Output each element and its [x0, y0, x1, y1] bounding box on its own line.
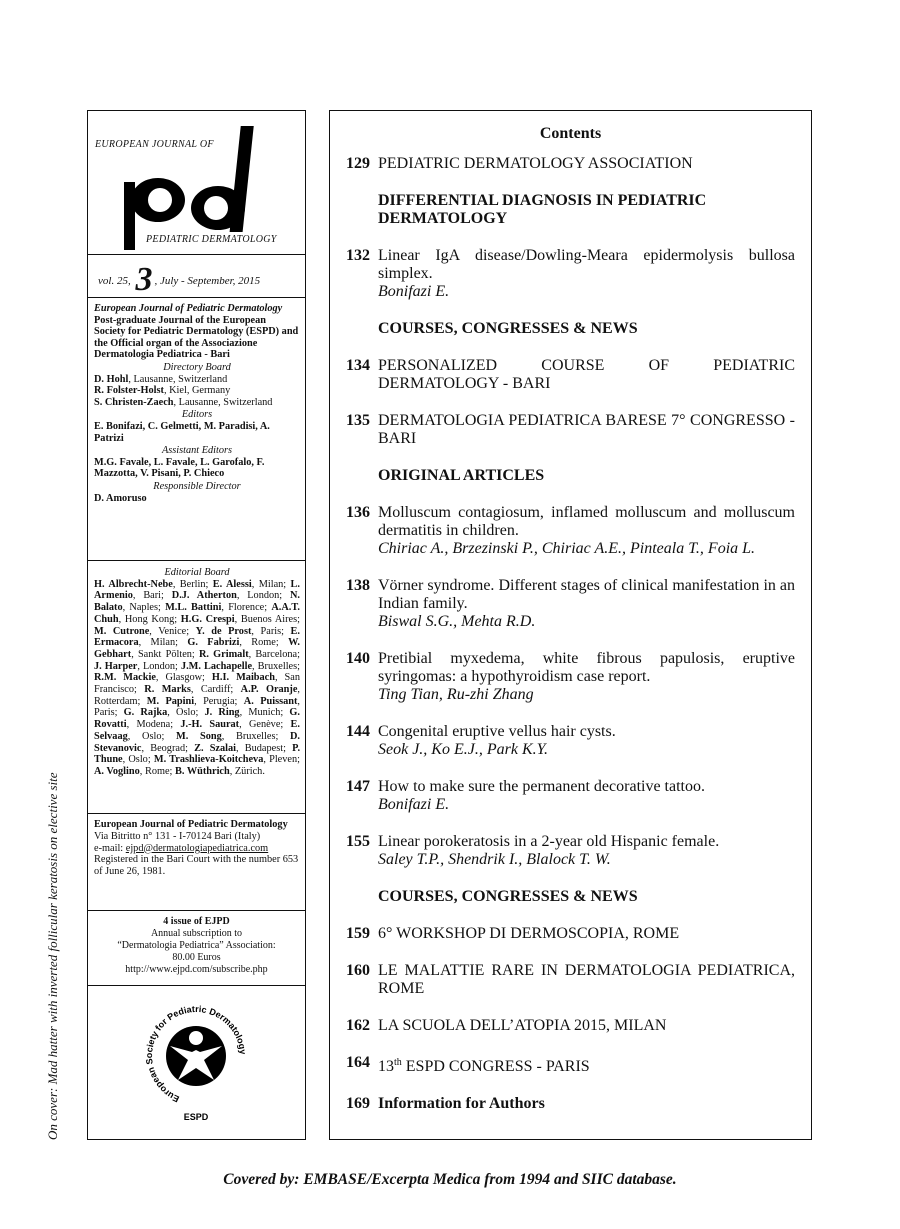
contents-entry-page: 134	[346, 357, 370, 374]
editorial-board-member-place: , Munich;	[239, 707, 290, 719]
contents-entry-title: PEDIATRIC DERMATOLOGY ASSOCIATION	[378, 155, 693, 172]
editorial-board-member-place: , Rome;	[239, 637, 289, 649]
contents-entry-title: 6° WORKSHOP DI DERMOSCOPIA, ROME	[378, 925, 680, 942]
address-email-line: e-mail: ejpd@dermatologiapediatrica.com	[94, 842, 269, 854]
editorial-board-member-name: E. Alessi	[212, 578, 252, 590]
contents-entry-text	[378, 504, 795, 558]
editorial-board-member-place: , Oslo;	[127, 730, 177, 742]
editors-list: E. Bonifazi, C. Gelmetti, M. Paradisi, A. Patrizi	[94, 420, 270, 444]
editorial-board-member-name: R.M. Mackie	[94, 672, 156, 684]
contents-entry-page: 155	[346, 833, 370, 850]
directory-board-member: D. Hohl, Lausanne, Switzerland	[94, 373, 228, 385]
editorial-board-member-place: , Bruxelles;	[252, 660, 300, 672]
contents-entry[interactable]	[346, 962, 795, 998]
contents-entry-page: 140	[346, 650, 370, 667]
contents-entry-title: Linear IgA disease/Dowling-Meara epidermolysis bullosa simplex.	[378, 247, 795, 282]
contents-entry[interactable]	[346, 504, 795, 558]
contents-entry-text	[378, 577, 795, 631]
editorial-board-member-place: , Pleven;	[263, 754, 300, 766]
contents-entry-title-rest: ESPD CONGRESS - PARIS	[401, 1058, 590, 1075]
contents-entry-text	[378, 723, 795, 759]
contents-entry[interactable]	[346, 247, 795, 301]
contents-entry-authors: Saley T.P., Shendrik I., Blalock T. W.	[378, 851, 611, 868]
indexing-footer: Covered by: EMBASE/Excerpta Medica from 1994 and SIIC database.	[223, 1171, 677, 1188]
contents-entry-page: 164	[346, 1054, 370, 1071]
editorial-board-member-place: , London;	[236, 590, 290, 602]
pd-logo-mark	[118, 114, 258, 250]
volume-label: vol. 25,	[98, 275, 131, 287]
contents-entry-title: LE MALATTIE RARE IN DERMATOLOGIA PEDIATRICA, ROME	[378, 962, 795, 997]
contents-entry-text	[378, 247, 795, 301]
editorial-board-member-place: , Budapest;	[236, 742, 293, 754]
journal-affiliation: Post-graduate Journal of the European Society for Pediatric Dermatology (ESPD) and the Official organ of the Associazione Dermatologia Pediatrica - Bari	[94, 314, 299, 361]
journal-description	[88, 298, 305, 561]
contents-entry-text	[378, 650, 795, 704]
contents-entry[interactable]	[346, 412, 795, 448]
editorial-board-member-place: , Zürich.	[229, 765, 265, 777]
editorial-board-member-name: J.M. Lachapelle	[180, 660, 253, 672]
editorial-board-member-name: P. Thune	[94, 742, 301, 766]
editorial-board-member-name: H. Albrecht-Nebe	[94, 578, 173, 590]
email-link[interactable]: ejpd@dermatologiapediatrica.com	[125, 842, 269, 854]
contents-entry[interactable]	[346, 778, 795, 814]
editorial-board-member-name: B. Wüthrich	[174, 765, 230, 777]
contents-entry[interactable]	[346, 925, 795, 943]
contents-entry-text	[378, 1095, 795, 1113]
editorial-board-member-place: , Beograd;	[141, 742, 195, 754]
contents-entry-page: 138	[346, 577, 370, 594]
editorial-board-member-name: M. Cutrone	[94, 625, 150, 637]
editorial-board-member-name: Z. Szalai	[194, 742, 237, 754]
contents-entry-title: Vörner syndrome. Different stages of clinical manifestation in an Indian family.	[378, 577, 795, 612]
editorial-board-member-name: Y. de Prost	[195, 625, 252, 637]
contents-entry-authors: Chiriac A., Brzezinski P., Chiriac A.E., Pinteala T., Foia L.	[378, 540, 756, 557]
contents-entry-title: Congenital eruptive vellus hair cysts.	[378, 723, 616, 740]
contents-entry[interactable]	[346, 1054, 795, 1076]
editorial-board-member-place: , Venice;	[149, 625, 196, 637]
contents-entry-text	[378, 833, 795, 869]
assistant-editors-list: M.G. Favale, L. Favale, L. Garofalo, F. Mazzotta, V. Pisani, P. Chieco	[94, 456, 265, 480]
contents-entry-text	[378, 1054, 795, 1076]
journal-address	[88, 814, 305, 911]
editorial-board-member-name: E. Ermacora	[94, 625, 300, 649]
espd-logo-icon	[140, 996, 252, 1124]
contents-panel	[329, 110, 812, 1140]
contents-entry-page: 135	[346, 412, 370, 429]
editorial-board-member-place: , San Francisco;	[94, 672, 300, 696]
editorial-board-label: Editorial Board	[164, 567, 230, 578]
editorial-board-member-place: , London;	[137, 660, 181, 672]
contents-entry-page: 129	[346, 155, 370, 172]
journal-name: European Journal of Pediatric Dermatology	[94, 303, 283, 314]
subscription-line2: “Dermatologia Pediatrica” Association:	[117, 940, 276, 951]
editorial-board-member-name: A.A.T. Chuh	[94, 602, 301, 625]
editorial-board-member-name: G. Rajka	[123, 707, 168, 719]
contents-entry-title: LA SCUOLA DELL’ATOPIA 2015, MILAN	[378, 1017, 667, 1034]
editorial-board-member-name: L. Armenio	[94, 578, 300, 602]
responsible-director-label: Responsible Director	[153, 480, 241, 492]
editorial-board-member-name: R. Marks	[144, 684, 191, 696]
editorial-board-member-name: G. Fabrizi	[187, 637, 240, 649]
contents-entry-title: DERMATOLOGIA PEDIATRICA BARESE 7° CONGRESSO - BARI	[378, 412, 795, 447]
editorial-board-member-place: , Paris;	[94, 695, 300, 719]
contents-entry-title: Pretibial myxedema, white fibrous papulosis, eruptive syringomas: a hypothyroidism case report.	[378, 650, 795, 685]
assistant-editors-label: Assistant Editors	[161, 445, 233, 457]
contents-entry-page: 147	[346, 778, 370, 795]
editorial-board-member-name: H.G. Crespi	[180, 613, 235, 625]
address-title: European Journal of Pediatric Dermatology	[94, 819, 288, 830]
editorial-board-member-place: , Cardiff;	[190, 684, 241, 696]
contents-entry-text	[378, 925, 795, 943]
contents-section-heading: COURSES, CONGRESSES & NEWS	[378, 888, 638, 905]
editorial-board-member-place: , Barcelona;	[248, 648, 300, 660]
contents-entry-authors: Bonifazi E.	[378, 283, 450, 300]
editorial-board-member-place: , Milan;	[138, 637, 188, 649]
contents-entry[interactable]	[346, 357, 795, 393]
editorial-board-member-place: , Genève;	[239, 719, 291, 731]
contents-entry-page: 169	[346, 1095, 370, 1112]
editorial-board-member-place: , Modena;	[126, 719, 181, 731]
editorial-board-member-place: , Milan;	[251, 578, 291, 590]
contents-list	[346, 155, 795, 1113]
editorial-board-member-place: , Rotterdam;	[94, 684, 300, 707]
contents-entry-page: 144	[346, 723, 370, 740]
contents-entry-superscript: th	[394, 1057, 402, 1068]
contents-section-heading: DIFFERENTIAL DIAGNOSIS IN PEDIATRIC DERMATOLOGY	[378, 192, 707, 227]
editorial-board-member-name: A. Voglino	[94, 765, 140, 777]
editorial-board-member-place: , Naples;	[122, 602, 166, 614]
subscription-title: 4 issue of EJPD	[163, 916, 230, 927]
editorial-board-member-name: E. Selvaag	[94, 719, 300, 742]
editorial-board-member-place: , Hong Kong;	[118, 613, 181, 625]
editorial-board-list	[94, 579, 300, 778]
contents-entry-title: Molluscum contagiosum, inflamed molluscum and molluscum dermatitis in children.	[378, 504, 795, 539]
contents-entry-page: 162	[346, 1017, 370, 1034]
contents-entry[interactable]	[346, 833, 795, 869]
directory-board-label: Directory Board	[163, 361, 231, 373]
contents-entry-authors: Biswal S.G., Mehta R.D.	[378, 613, 536, 630]
editorial-board-member-name: M. Trashlieva-Koitcheva	[153, 754, 264, 766]
editorial-board-member-place: , Bruxelles;	[221, 730, 290, 742]
contents-entry[interactable]	[346, 1017, 795, 1035]
contents-entry-authors: Bonifazi E.	[378, 796, 450, 813]
editorial-board-member-name: M. Papini	[146, 695, 195, 707]
contents-entry-title: Information for Authors	[378, 1095, 545, 1112]
contents-entry[interactable]	[346, 577, 795, 631]
directory-board-member: R. Folster-Holst, Kiel, Germany	[94, 385, 231, 397]
volume-info	[88, 255, 305, 298]
contents-entry-text	[378, 412, 795, 448]
contents-entry-text	[378, 778, 795, 814]
editorial-board-member-name: A. Puissant	[243, 695, 298, 707]
address-registration: Registered in the Bari Court with the number 653 of June 26, 1981.	[94, 854, 299, 878]
contents-section-heading: ORIGINAL ARTICLES	[378, 467, 545, 484]
contents-entry-title: How to make sure the permanent decorative tattoo.	[378, 778, 705, 795]
subscription-price: 80.00 Euros	[172, 952, 221, 963]
subscription-info	[88, 911, 305, 986]
address-street: Via Bitritto n° 131 - I-70124 Bari (Italy)	[94, 830, 261, 842]
masthead-column	[87, 110, 306, 1140]
contents-entry-page: 160	[346, 962, 370, 979]
editorial-board-member-name: M. Song	[176, 730, 222, 742]
editorial-board-member-name: J. Ring	[204, 707, 240, 719]
contents-entry-title: 13	[378, 1058, 394, 1075]
editorial-board-member-name: D.J. Atherton	[171, 590, 237, 602]
subscription-url[interactable]: http://www.ejpd.com/subscribe.php	[125, 964, 268, 975]
directory-board-member: S. Christen-Zaech, Lausanne, Switzerland	[94, 396, 273, 408]
editorial-board-member-place: , Florence;	[221, 602, 272, 614]
editorial-board-member-place: , Sankt Pölten;	[131, 648, 199, 660]
editorial-board-member-place: , Berlin;	[172, 578, 213, 590]
contents-entry-text	[378, 357, 795, 393]
editorial-board-member-place: , Rome;	[139, 765, 175, 777]
editorial-board-member-name: N. Balato	[94, 590, 301, 614]
editorial-board-member-name: M.L. Battini	[165, 602, 222, 614]
editorial-board-member-name: G. Rovatti	[94, 707, 300, 731]
editorial-board-member-place: , Bari;	[132, 590, 172, 602]
editorial-board	[88, 561, 305, 814]
logo-bottom-text: PEDIATRIC DERMATOLOGY	[146, 234, 277, 245]
editorial-board-member-name: R. Grimalt	[198, 648, 249, 660]
editorial-board-member-name: W. Gebhart	[94, 637, 301, 660]
responsible-director: D. Amoruso	[94, 492, 147, 504]
society-ring-text: European Society for Pediatric Dermatology	[144, 1003, 249, 1105]
editorial-board-member-place: , Oslo;	[167, 707, 205, 719]
editorial-board-member-place: , Oslo;	[122, 754, 154, 766]
editorial-board-member-place: , Paris;	[251, 625, 291, 637]
contents-entry-text	[378, 155, 795, 173]
issue-number: 3	[135, 261, 153, 298]
contents-entry-page: 159	[346, 925, 370, 942]
editorial-board-member-name: J. Harper	[94, 660, 138, 672]
logo-top-text: EUROPEAN JOURNAL OF	[95, 139, 214, 150]
editorial-board-member-place: , Glasgow;	[155, 672, 212, 684]
contents-entry-text	[378, 1017, 795, 1035]
contents-entry-text	[378, 962, 795, 998]
journal-logo	[88, 111, 305, 255]
society-logo	[88, 986, 305, 1138]
editorial-board-member-place: , Perugia;	[194, 695, 244, 707]
editors-label: Editors	[181, 409, 213, 421]
contents-entry[interactable]	[346, 650, 795, 704]
issue-period: , July - September, 2015	[154, 275, 261, 287]
contents-entry-title: Linear porokeratosis in a 2-year old Hispanic female.	[378, 833, 720, 850]
society-abbr: ESPD	[183, 1112, 209, 1122]
cover-caption: On cover: Mad hatter with inverted follicular keratosis on elective site	[45, 772, 60, 1140]
contents-entry-title: PERSONALIZED COURSE OF PEDIATRIC DERMATOLOGY - BARI	[378, 357, 795, 392]
editorial-board-member-name: A.P. Oranje	[240, 684, 298, 696]
contents-section-heading: COURSES, CONGRESSES & NEWS	[378, 320, 638, 337]
contents-title: Contents	[539, 125, 602, 142]
editorial-board-member-name: H.I. Maibach	[211, 672, 275, 684]
subscription-line1: Annual subscription to	[150, 928, 243, 939]
contents-entry[interactable]	[346, 155, 795, 173]
contents-entry[interactable]	[346, 1095, 795, 1113]
contents-entry-page: 132	[346, 247, 370, 264]
editorial-board-member-place: , Buenos Aires;	[234, 613, 300, 625]
contents-entry-authors: Seok J., Ko E.J., Park K.Y.	[378, 741, 549, 758]
contents-entry-authors: Ting Tian, Ru-zhi Zhang	[378, 686, 534, 703]
editorial-board-member-name: J.-H. Saurat	[180, 719, 240, 731]
contents-entry[interactable]	[346, 723, 795, 759]
contents-entry-page: 136	[346, 504, 370, 521]
editorial-board-member-name: D. Stevanovic	[94, 730, 300, 754]
